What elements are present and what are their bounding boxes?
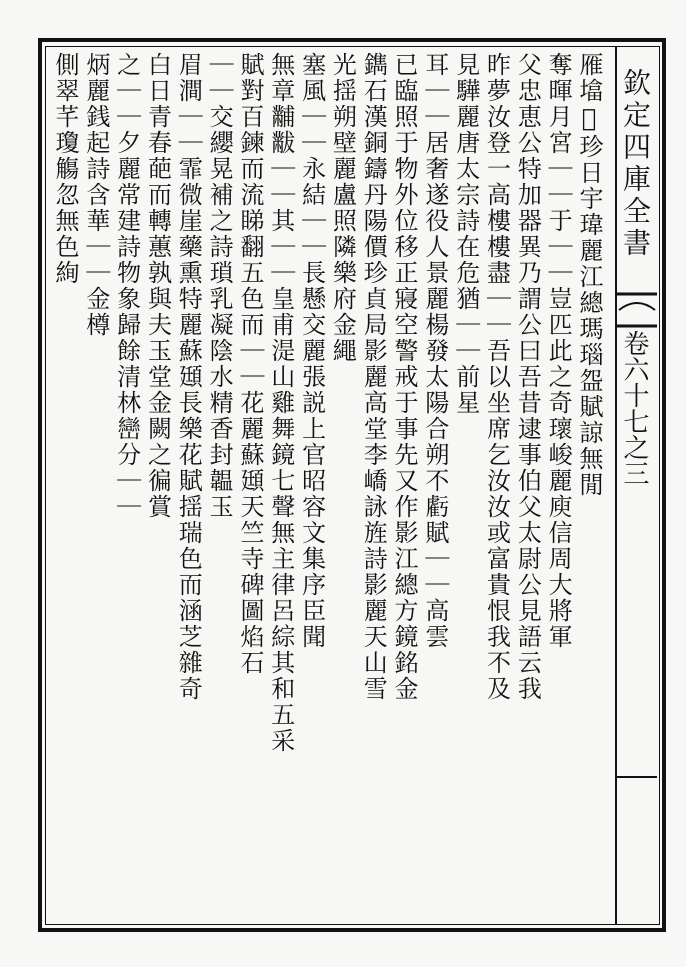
text-column-5: 見驊麗唐太宗詩在危猶｜｜前星 xyxy=(451,52,480,416)
text-column-6: 耳｜｜居奢遂役人景麗楊發太陽合朔不虧賦｜｜高雲 xyxy=(420,52,449,650)
text-column-7: 已臨照于物外位移正寢空警戒于事先又作影江總方鏡銘金 xyxy=(390,52,419,702)
text-column-3: 父忠恵公特加器異乃謂公曰吾昔逮事伯父太尉公見語云我 xyxy=(513,52,542,702)
edition-title: 欽定四庫全書 xyxy=(619,68,652,260)
text-column-2: 奪暉月宮｜｜于｜｜豈匹此之奇瓌峻麗庾信周大將軍 xyxy=(544,52,573,650)
text-column-10: 塞風｜｜永結｜｜長懸交麗張説上官昭容文集序臣聞 xyxy=(297,52,326,650)
text-column-13: ｜｜交纓晃補之詩瑣乳凝陰水精香封韞玉 xyxy=(205,52,234,520)
volume-label: 卷六十七之三 xyxy=(619,330,649,486)
text-column-8: 鐫石漢銅鑄丹陽價珍貞局影麗高堂李嶠詠旌詩影麗天山雪 xyxy=(359,52,388,702)
text-column-14: 眉澗｜｜霏微崖藥熏特麗蘇頲長樂花賦揺瑞色而涵芝雜奇 xyxy=(174,52,203,702)
margin-divider xyxy=(617,776,657,778)
text-column-9: 光揺朔壁麗盧照隣樂府金繩 xyxy=(328,52,357,364)
fish-tail-ornament-icon xyxy=(617,290,657,330)
text-column-11: 無章黼黻｜｜其｜｜皇甫湜山雞舞鏡七聲無主律呂綜其和五采 xyxy=(266,52,295,754)
text-column-15: 白日青春葩而轉蕙孰與夫玉堂金闕之徧賞 xyxy=(143,52,172,520)
text-column-12: 賦對百鍊而流睇翻五色而｜｜花麗蘇頲天竺寺碑圖焰石 xyxy=(235,52,264,676)
text-column-4: 昨夢汝登一高樓樓盡｜｜吾以坐席乞汝汝或富貴恨我不及 xyxy=(482,52,511,702)
text-column-16: 之｜｜夕麗常建詩物象歸餘清林巒分｜｜ xyxy=(112,52,141,520)
text-column-17: 炳麗銭起詩含華｜｜金樽 xyxy=(81,52,110,338)
text-column-1: 雁墖𪉑珍日宇瑋麗江總瑪瑙盌賦諒無閒 xyxy=(575,52,603,498)
text-column-18: 側翠芊瓊觴忽無色絢 xyxy=(51,52,79,286)
